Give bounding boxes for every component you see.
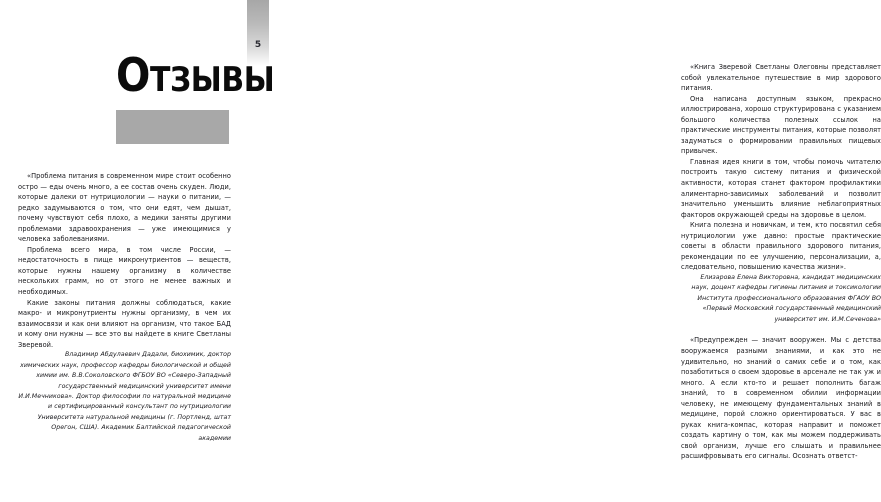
folio-gradient-tab (247, 0, 269, 66)
paragraph: Она написана доступным языком, прекрасно иллюстрирована, хорошо структурирована с указанием большого количества полезных ссылок на практические инструменты питания, которые позволят задуматься о формировании правильных пищевых привычек. (681, 94, 881, 156)
title-accent-bar (116, 110, 229, 144)
paragraph: «Предупрежден — значит вооружен. Мы с детства вооружаемся разными знаниями, и как это не удивительно, но знаний о самих себе и о том, как позаботиться о своем здоровье в арсенале не так уж и много. А если кто-то и решает пополнить багаж знаний, то в современном обилии информации человеку, не имеющему фундаментальных знаний в медицине, порой сложно ориентироваться. У вас в руках книга-компас, которая направит и поможет создать картину о том, как мы можем поддерживать свой организм, лучше его слышать и правильнее расшифровывать его сигналы. Осознать ответст- (681, 336, 881, 461)
paragraph: Главная идея книги в том, чтобы помочь читателю построить такую систему питания и физической активности, которая станет фактором профилактики алиментарно-зависимых заболеваний и позволит значительно уменьшить влияние неблагоприятных факторов окружающей среды на здоровье в целом. (681, 157, 881, 219)
paragraph: «Проблема питания в современном мире стоит особенно остро — еды очень много, а ее состав очень скуден. Люди, которые далеки от нутрициологии — науки о питании, — редко задумываются о том, что они едят, чем дышат, почему чувствуют себя плохо, а медики заняты другими проблемами здравоохранения — уже имеющимися у человека заболеваниями. (18, 172, 231, 244)
recto-text-column (681, 62, 881, 462)
page-number: 5 (254, 40, 262, 50)
paragraph-spacer (681, 325, 881, 336)
verso-page (0, 0, 300, 502)
paragraph: Проблема всего мира, в том числе России, — недостаточность в пище микронутриентов — веществ, которые нужны нашему организму в количестве нескольких грамм, но от этого не менее важных и необходимых. (18, 245, 231, 297)
attribution-credit: Владимир Абдулаевич Дадали, биохимик, доктор химических наук, профессор кафедры биологической и общей химии им. В.В.Соколовского ФГБОУ ВО «Северо-Западный государственный медицинский университет имени И.И.Мечникова». Доктор философии по натуральной медицине и сертифицированный консультант по нутрициологии Университета натуральной медицины (г. Портленд, штат Орегон, США). Академик Балтийской педагогической академии (18, 351, 231, 442)
paragraph: «Книга Зверевой Светланы Олеговны представляет собой увлекательное путешествие в мир здорового питания. (681, 63, 881, 93)
chapter-title: ОТЗЫВЫ (116, 48, 275, 102)
verso-text-column (18, 171, 231, 444)
recto-page (300, 0, 881, 502)
paragraph: Какие законы питания должны соблюдаться, какие макро- и микронутриенты нужны организму, в чем их взаимосвязи и как они влияют на организм, что такое БАД и кому они нужны — все это вы найдете в книге Светланы Зверевой. (18, 298, 231, 349)
paragraph: Книга полезна и новичкам, и тем, кто посвятил себя нутрициологии уже давно: простые практические советы в области правильного здорового питания, рекомендации по ее улучшению, персонализации, а, следовательно, повышению качества жизни». (681, 221, 881, 272)
attribution-credit: Елизарова Елена Викторовна, кандидат медицинских наук, доцент кафедры гигиены питания и токсикологии Института профессионального образования ФГАОУ ВО «Первый Московский государственный медицинский университет им. И.М.Сеченова» (691, 273, 881, 323)
